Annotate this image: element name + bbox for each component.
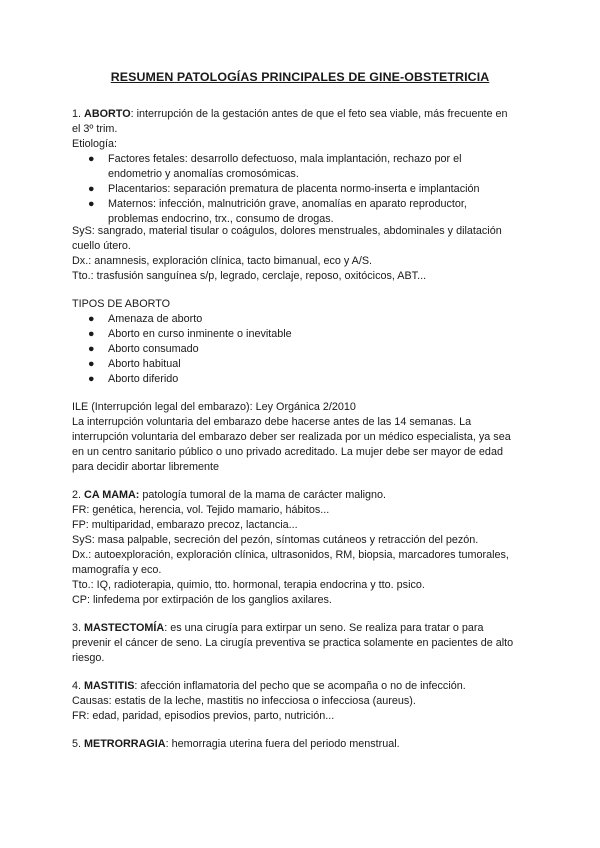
- section-number: 5.: [72, 738, 85, 750]
- section-number: 1.: [72, 108, 85, 120]
- tto-line: Tto.: trasfusión sanguínea s/p, legrado, cerclaje, reposo, oxitócicos, ABT...: [72, 270, 427, 282]
- list-item: Maternos: infección, malnutrición grave, anomalías en aparato reproductor,: [108, 198, 467, 210]
- section-mastitis-intro: [72, 679, 466, 694]
- section-text: : es una cirugía para extirpar un seno. Se realiza para tratar o para: [164, 622, 484, 634]
- bullet: ●: [88, 153, 95, 165]
- ile-heading: ILE (Interrupción legal del embarazo): Ley Orgánica 2/2010: [72, 401, 356, 413]
- section-heading-mastitis: MASTITIS: [84, 680, 135, 692]
- dx-line: Dx.: autoexploración, exploración clínica, ultrasonidos, RM, biopsia, marcadores tumorales,: [72, 549, 509, 561]
- list-item: Placentarios: separación prematura de placenta normo-inserta e implantación: [108, 183, 480, 195]
- bullet: ●: [88, 183, 95, 195]
- bullet: ●: [88, 373, 95, 385]
- paragraph-line: La interrupción voluntaria del embarazo debe hacerse antes de las 14 semanas. La: [72, 416, 472, 428]
- section-heading-ca-mama: CA MAMA:: [84, 489, 140, 501]
- section-number: 4.: [72, 680, 85, 692]
- bullet: ●: [88, 358, 95, 370]
- list-item: Aborto diferido: [108, 373, 179, 385]
- list-item: Amenaza de aborto: [108, 313, 203, 325]
- section-heading-mastectomia: MASTECTOMÍA: [84, 622, 165, 634]
- sys-line: SyS: sangrado, material tisular o coágulos, dolores menstruales, abdominales y dilatación: [72, 225, 502, 237]
- sys-line: cuello útero.: [72, 240, 131, 252]
- section-number: 3.: [72, 622, 85, 634]
- section-ca-mama-intro: [72, 488, 386, 503]
- list-item-continued: problemas endocrino, trx., consumo de drogas.: [108, 213, 334, 225]
- list-item-continued: endometrio y anomalías cromosómicas.: [108, 168, 299, 180]
- section-heading-aborto: ABORTO: [84, 108, 131, 120]
- list-item: Factores fetales: desarrollo defectuoso, mala implantación, rechazo por el: [108, 153, 462, 165]
- bullet: ●: [88, 313, 95, 325]
- tipos-heading: TIPOS DE ABORTO: [72, 298, 170, 310]
- bullet: ●: [88, 198, 95, 210]
- paragraph-line: riesgo.: [72, 652, 105, 664]
- section-text: : afección inflamatoria del pecho que se acompaña o no de infección.: [134, 680, 466, 692]
- dx-line: mamografía y eco.: [72, 564, 162, 576]
- bullet: ●: [88, 343, 95, 355]
- section-number: 2.: [72, 489, 85, 501]
- section-metrorragia-intro: [72, 737, 400, 752]
- bullet: ●: [88, 328, 95, 340]
- list-item: Aborto consumado: [108, 343, 199, 355]
- section-text: el 3º trim.: [72, 123, 118, 135]
- list-item: Aborto habitual: [108, 358, 181, 370]
- paragraph-line: interrupción voluntaria del embarazo deber ser realizada por un médico especialista, ya sea: [72, 431, 511, 443]
- list-item: Aborto en curso inminente o inevitable: [108, 328, 292, 340]
- document-title: RESUMEN PATOLOGÍAS PRINCIPALES DE GINE-OBSTETRICIA: [110, 70, 490, 84]
- section-text: patología tumoral de la mama de carácter maligno.: [139, 489, 387, 501]
- fp-line: FP: multiparidad, embarazo precoz, lactancia...: [72, 519, 298, 531]
- paragraph-line: en un centro sanitario público o uno privado acreditado. La mujer debe ser mayor de edad: [72, 446, 503, 458]
- section-text: : interrupción de la gestación antes de que el feto sea viable, más frecuente en: [130, 108, 508, 120]
- section-aborto-intro: [72, 107, 508, 122]
- cp-line: CP: linfedema por extirpación de los ganglios axilares.: [72, 594, 332, 606]
- paragraph-line: para decidir abortar libremente: [72, 461, 220, 473]
- fr-line: FR: edad, paridad, episodios previos, parto, nutrición...: [72, 710, 335, 722]
- sys-line: SyS: masa palpable, secreción del pezón, síntomas cutáneos y retracción del pezón.: [72, 534, 479, 546]
- etiologia-label: Etiología:: [72, 138, 118, 150]
- paragraph-line: prevenir el cáncer de seno. La cirugía preventiva se practica solamente en pacientes de alto: [72, 637, 514, 649]
- section-mastectomia-intro: [72, 621, 484, 636]
- section-heading-metrorragia: METRORRAGIA: [84, 738, 166, 750]
- dx-line: Dx.: anamnesis, exploración clínica, tacto bimanual, eco y A/S.: [72, 255, 373, 267]
- section-text: : hemorragia uterina fuera del periodo menstrual.: [165, 738, 400, 750]
- causas-line: Causas: estatis de la leche, mastitis no infecciosa o infecciosa (aureus).: [72, 695, 416, 707]
- fr-line: FR: genética, herencia, vol. Tejido mamario, hábitos...: [72, 504, 330, 516]
- tto-line: Tto.: IQ, radioterapia, quimio, tto. hormonal, terapia endocrina y tto. psico.: [72, 579, 425, 591]
